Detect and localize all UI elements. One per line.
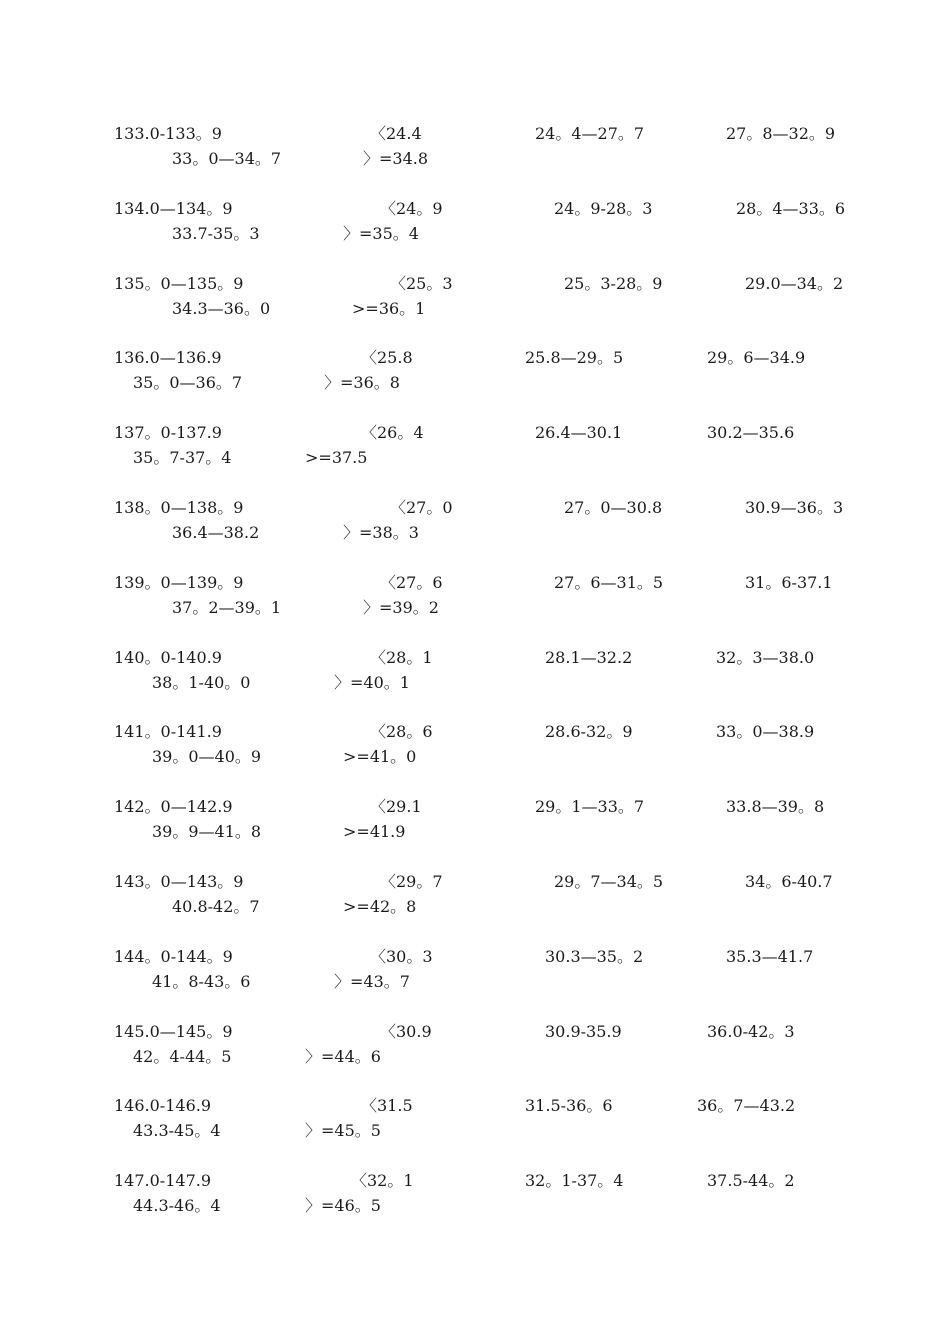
value-range-high: 43.3-45。4: [133, 1121, 221, 1141]
value-range-mid: 35.3—41.7: [726, 946, 814, 966]
value-range-mid: 30.2—35.6: [707, 423, 795, 443]
table-row: [0, 1171, 950, 1231]
value-range-high: 41。8-43。6: [152, 971, 251, 991]
height-range: 134.0—134。9: [114, 198, 233, 218]
value-above: >=42。8: [343, 897, 417, 916]
value-range-high: 39。0—40。9: [152, 747, 262, 767]
height-range: 139。0—139。9: [114, 572, 244, 592]
value-below: 〈28。1: [370, 647, 433, 667]
value-below: 〈28。6: [370, 722, 433, 742]
value-range-low: 25。3-28。9: [564, 273, 663, 293]
height-range: 141。0-141.9: [114, 722, 222, 742]
value-range-low: 24。4—27。7: [535, 124, 645, 143]
table-row: [0, 124, 950, 184]
table-row: [0, 199, 950, 259]
value-above: 〉=39。2: [363, 597, 439, 617]
height-range: 146.0-146.9: [114, 1096, 212, 1116]
value-range-low: 30.3—35。2: [545, 946, 644, 966]
value-below: 〈25。3: [390, 273, 453, 293]
value-range-mid: 36.0-42。3: [707, 1021, 795, 1041]
height-range: 145.0—145。9: [114, 1021, 233, 1041]
value-below: 〈26。4: [361, 423, 424, 443]
table-row: [0, 1022, 950, 1082]
value-range-mid: 33.8—39。8: [726, 797, 825, 817]
value-below: 〈24。9: [380, 198, 443, 218]
value-range-mid: 29.0—34。2: [745, 273, 844, 293]
value-above: 〉=46。5: [305, 1196, 381, 1216]
height-range: 144。0-144。9: [114, 946, 233, 966]
value-below: 〈29。7: [380, 872, 443, 891]
value-range-mid: 27。8—32。9: [726, 124, 836, 143]
height-range: 136.0—136.9: [114, 348, 222, 368]
value-range-low: 27。0—30.8: [564, 498, 663, 517]
height-range: 137。0-137.9: [114, 423, 222, 443]
value-range-low: 30.9-35.9: [545, 1021, 622, 1041]
value-range-low: 32。1-37。4: [525, 1171, 624, 1191]
value-below: 〈30。3: [370, 946, 433, 966]
value-range-high: 44.3-46。4: [133, 1196, 221, 1216]
value-range-high: 36.4—38.2: [172, 523, 260, 542]
table-row: [0, 1096, 950, 1156]
value-range-low: 26.4—30.1: [535, 423, 623, 443]
value-above: 〉=35。4: [343, 223, 419, 243]
height-range: 142。0—142.9: [114, 797, 233, 817]
value-range-high: 37。2—39。1: [172, 597, 282, 617]
value-range-high: 38。1-40。0: [152, 672, 251, 692]
value-range-mid: 30.9—36。3: [745, 498, 844, 517]
value-below: 〈31.5: [361, 1096, 413, 1116]
table-row: [0, 797, 950, 857]
value-range-mid: 32。3—38.0: [716, 647, 815, 667]
value-range-mid: 29。6—34.9: [707, 348, 806, 368]
height-range: 133.0-133。9: [114, 124, 222, 143]
table-row: [0, 498, 950, 558]
height-range: 147.0-147.9: [114, 1171, 212, 1191]
value-range-mid: 37.5-44。2: [707, 1171, 795, 1191]
value-range-high: 42。4-44。5: [133, 1046, 232, 1066]
value-below: 〈30.9: [380, 1021, 432, 1041]
value-below: 〈25.8: [361, 348, 413, 368]
value-above: >=41。0: [343, 747, 417, 767]
value-below: 〈29.1: [370, 797, 422, 817]
table-row: [0, 947, 950, 1007]
value-range-low: 29。1—33。7: [535, 797, 645, 817]
table-row: [0, 722, 950, 782]
value-range-high: 35。0—36。7: [133, 373, 243, 393]
value-above: 〉=43。7: [334, 971, 410, 991]
value-range-mid: 34。6-40.7: [745, 872, 833, 891]
table-row: [0, 573, 950, 633]
height-range: 135。0—135。9: [114, 273, 244, 293]
value-below: 〈24.4: [370, 124, 422, 143]
table-row: [0, 423, 950, 483]
table-row: [0, 348, 950, 408]
value-below: 〈27。0: [390, 498, 453, 517]
value-range-high: 40.8-42。7: [172, 897, 260, 916]
value-range-low: 28.1—32.2: [545, 647, 633, 667]
value-range-high: 33。0—34。7: [172, 149, 282, 168]
value-range-mid: 28。4—33。6: [736, 198, 846, 218]
value-range-high: 34.3—36。0: [172, 298, 271, 318]
value-above: 〉=38。3: [343, 523, 419, 542]
value-range-high: 39。9—41。8: [152, 822, 262, 842]
value-above: >=41.9: [343, 822, 406, 842]
value-range-low: 27。6—31。5: [554, 572, 664, 592]
value-range-low: 25.8—29。5: [525, 348, 624, 368]
value-below: 〈32。1: [351, 1171, 414, 1191]
value-range-low: 31.5-36。6: [525, 1096, 613, 1116]
value-above: 〉=44。6: [305, 1046, 381, 1066]
value-above: 〉=45。5: [305, 1121, 381, 1141]
table-row: [0, 872, 950, 932]
value-range-low: 28.6-32。9: [545, 722, 633, 742]
value-above: 〉=40。1: [334, 672, 410, 692]
value-above: >=37.5: [305, 448, 368, 468]
value-range-mid: 36。7—43.2: [697, 1096, 796, 1116]
table-row: [0, 648, 950, 708]
value-range-high: 33.7-35。3: [172, 223, 260, 243]
value-range-low: 24。9-28。3: [554, 198, 653, 218]
value-range-mid: 33。0—38.9: [716, 722, 815, 742]
value-range-high: 35。7-37。4: [133, 448, 232, 468]
height-range: 140。0-140.9: [114, 647, 222, 667]
value-above: 〉=36。8: [324, 373, 400, 393]
value-above: >=36。1: [352, 298, 426, 318]
value-range-mid: 31。6-37.1: [745, 572, 833, 592]
value-range-low: 29。7—34。5: [554, 872, 664, 891]
value-above: 〉=34.8: [363, 149, 429, 168]
height-range: 138。0—138。9: [114, 498, 244, 517]
height-range: 143。0—143。9: [114, 872, 244, 891]
table-row: [0, 274, 950, 334]
value-below: 〈27。6: [380, 572, 443, 592]
